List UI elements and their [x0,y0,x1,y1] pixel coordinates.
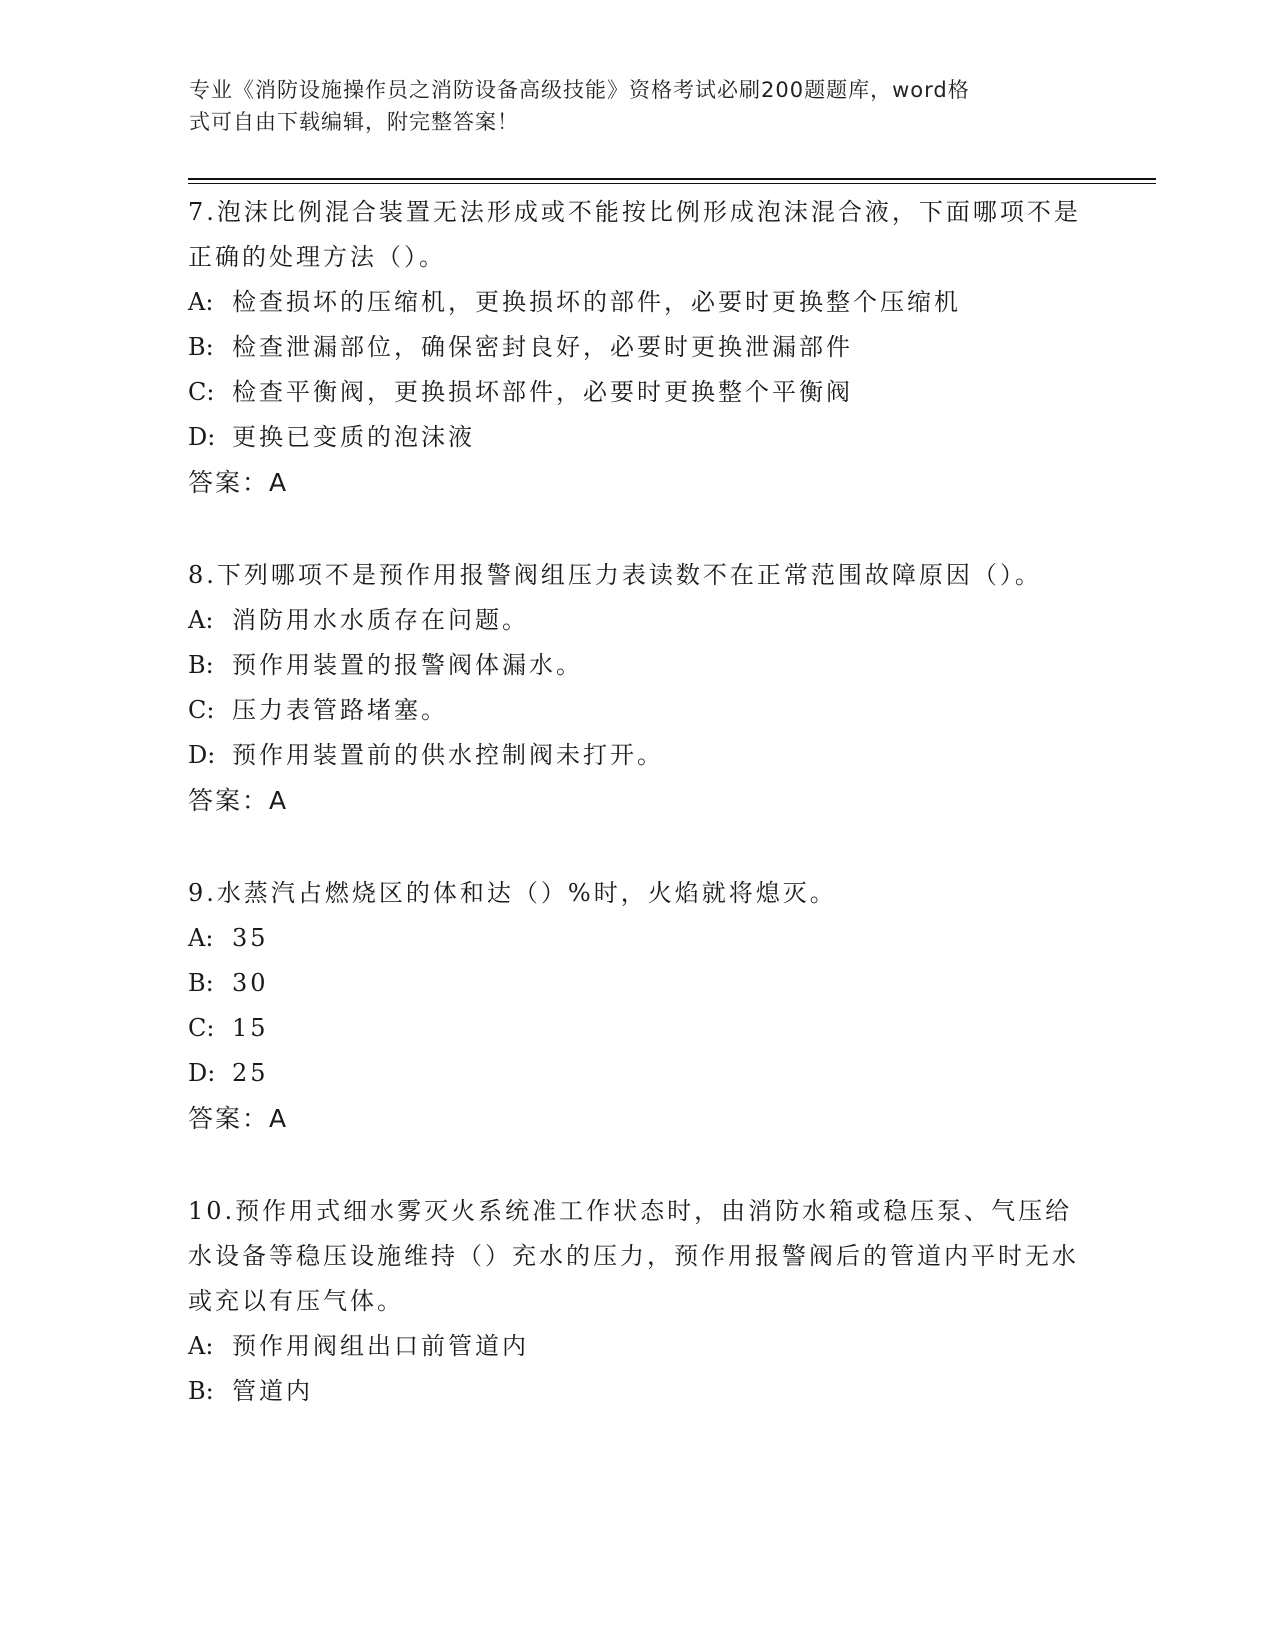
answer: 答案：A [188,786,289,815]
question-stem: 7.泡沫比例混合装置无法形成或不能按比例形成泡沫混合液，下面哪项不是正确的处理方法（）。 [188,198,1081,271]
option-c [188,370,1088,415]
header-line-1: 专业《消防设施操作员之消防设备高级技能》资格考试必刷200题题库，word格 [189,78,970,102]
option-letter: C: [188,696,215,724]
header-divider-thin [188,183,1156,184]
option-text: 管道内 [232,1377,313,1405]
question-9 [188,869,1088,1141]
question-8 [188,551,1088,823]
option-c [188,688,1088,733]
option-text: 15 [232,1014,269,1042]
option-letter: D: [188,423,216,451]
option-d [188,1051,1088,1096]
option-text: 检查泄漏部位，确保密封良好，必要时更换泄漏部件 [232,333,853,361]
option-text: 检查平衡阀，更换损坏部件，必要时更换整个平衡阀 [232,378,853,406]
option-text: 更换已变质的泡沫液 [232,423,475,451]
question-stem: 9.水蒸汽占燃烧区的体和达（）%时，火焰就将熄灭。 [188,879,837,907]
option-a [188,916,1088,961]
option-letter: B: [188,651,214,679]
option-letter: B: [188,969,214,997]
header-divider [188,178,1156,180]
option-b [188,325,1088,370]
option-letter: D: [188,1059,216,1087]
question-stem: 8.下列哪项不是预作用报警阀组压力表读数不在正常范围故障原因（）。 [188,561,1042,589]
option-b [188,1369,1088,1414]
option-a [188,598,1088,643]
question-list [188,188,1088,1460]
question-stem: 10.预作用式细水雾灭火系统准工作状态时，由消防水箱或稳压泵、气压给水设备等稳压设施维持（）充水的压力，预作用报警阀后的管道内平时无水或充以有压气体。 [188,1197,1079,1315]
option-text: 25 [232,1059,269,1087]
option-b [188,961,1088,1006]
question-7 [188,188,1088,505]
option-letter: A: [188,924,214,952]
option-letter: A: [188,288,214,316]
option-text: 35 [232,924,269,952]
option-text: 压力表管路堵塞。 [232,696,448,724]
option-b [188,643,1088,688]
option-text: 30 [232,969,269,997]
question-10 [188,1187,1088,1414]
option-letter: D: [188,741,216,769]
option-letter: C: [188,378,215,406]
option-d [188,415,1088,460]
answer: 答案：A [188,1104,289,1133]
option-text: 消防用水水质存在问题。 [232,606,529,634]
header-line-2: 式可自由下载编辑，附完整答案！ [189,110,519,134]
option-a [188,280,1088,325]
option-letter: C: [188,1014,215,1042]
option-letter: B: [188,333,214,361]
option-letter: A: [188,1332,214,1360]
option-text: 检查损坏的压缩机，更换损坏的部件，必要时更换整个压缩机 [232,288,961,316]
option-text: 预作用装置前的供水控制阀未打开。 [232,741,664,769]
option-text: 预作用阀组出口前管道内 [232,1332,529,1360]
option-letter: B: [188,1377,214,1405]
answer: 答案：A [188,468,289,497]
option-c [188,1006,1088,1051]
document-header [189,74,1069,138]
option-letter: A: [188,606,214,634]
option-d [188,733,1088,778]
option-a [188,1324,1088,1369]
option-text: 预作用装置的报警阀体漏水。 [232,651,583,679]
